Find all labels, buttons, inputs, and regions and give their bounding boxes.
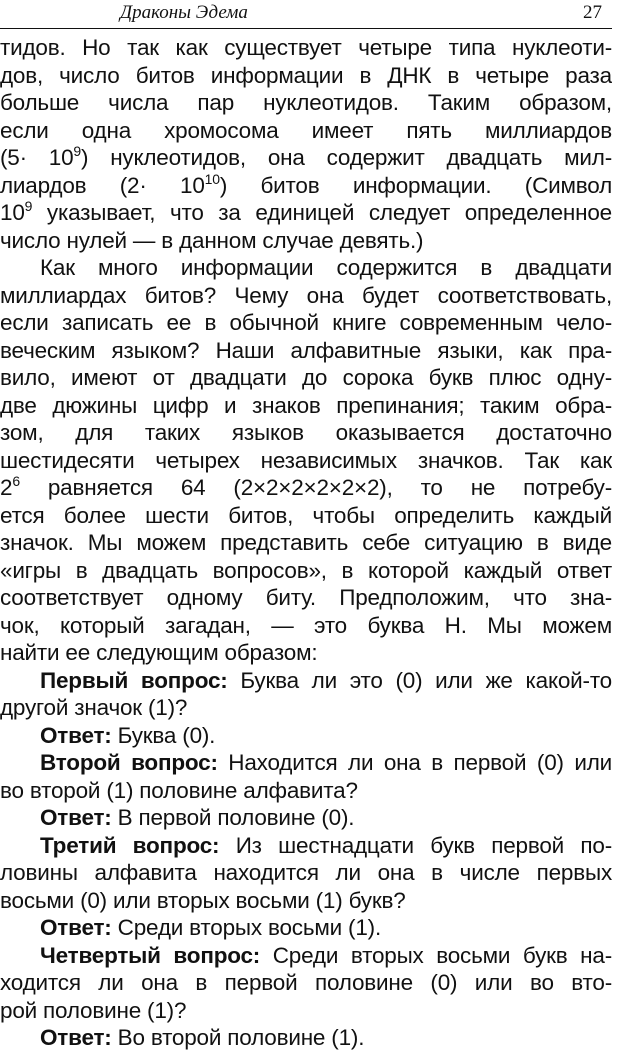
answer-2	[0, 804, 612, 832]
text-fragment: ) битов информации. (Символ	[219, 172, 612, 198]
question-text: Буква ли это (0) или же какой-то	[227, 667, 612, 693]
exponent: 10	[204, 171, 220, 187]
question-text: Находится ли она в первой (0) или	[217, 750, 612, 775]
text-line: Как много информации содержится в двадцати	[40, 255, 612, 280]
paragraph-information-bits	[0, 34, 612, 254]
text-line: ловины алфавита находится ли она в числе первых	[0, 860, 612, 885]
text-line: «игры в двадцать вопросов», в которой каждый ответ	[0, 557, 612, 583]
text-line: восьми (0) или вторых восьми (1) букв?	[0, 887, 406, 913]
text-fragment: 2	[0, 475, 13, 500]
text-line: ходится ли она в первой половине (0) или во вто-	[0, 970, 612, 995]
answer-label: Ответ:	[40, 1025, 112, 1050]
page-body	[0, 34, 612, 1052]
text-fragment: 10	[0, 200, 25, 225]
text-line: веческим языком? Наши алфавитные языки, как пра-	[0, 337, 612, 363]
text-fragment: указывает, что за единицей следует определенное	[32, 200, 612, 225]
text-line: если одна хромосома имеет пять миллиардов	[0, 117, 612, 143]
text-line: если записать ее в обычной книге современным чело-	[0, 310, 612, 335]
text-line-with-exponent	[0, 199, 612, 227]
question-3	[0, 832, 612, 860]
text-line: зом, для таких языков оказывается достаточно	[0, 420, 612, 445]
answer-text: Во второй половине (1).	[111, 1025, 365, 1050]
text-line: рой половине (1)?	[0, 997, 187, 1023]
answer-label: Ответ:	[40, 915, 112, 940]
text-line: ется более шести битов, чтобы определить каждый	[0, 502, 612, 528]
answer-label: Ответ:	[40, 805, 112, 830]
text-fragment: лиардов (2· 10	[0, 172, 205, 198]
text-line: другой значок (1)?	[0, 695, 188, 720]
text-line: две дюжины цифр и знаков препинания; таким обра-	[0, 392, 612, 418]
paragraph-twenty-questions	[0, 254, 612, 667]
text-line: тидов. Но так как существует четыре типа нуклеоти-	[0, 35, 612, 60]
text-fragment: ) нуклеотидов, она содержит двадцать мил-	[81, 145, 612, 170]
page-number: 27	[583, 2, 602, 23]
text-line: шестидесяти четырех независимых значков. Так как	[0, 447, 612, 473]
text-line: во второй (1) половине алфавита?	[0, 777, 358, 803]
answer-label: Ответ:	[40, 722, 112, 748]
answer-text: В первой половине (0).	[111, 805, 355, 830]
text-line: больше числа пар нуклеотидов. Таким образом,	[0, 90, 612, 115]
answer-text: Буква (0).	[111, 722, 216, 748]
text-line: чок, который загадан, — это буква Н. Мы можем	[0, 612, 612, 638]
answer-text: Среди вторых восьми (1).	[111, 915, 382, 940]
text-fragment: равняется 64 (2×2×2×2×2×2), то не потребу-	[19, 475, 612, 500]
exponent: 6	[12, 474, 20, 489]
text-fragment: (5· 10	[0, 145, 74, 170]
running-title: Драконы Эдема	[120, 2, 248, 23]
header-rule	[0, 28, 612, 29]
question-2	[0, 749, 612, 777]
answer-3	[0, 914, 612, 942]
text-line-with-exponent	[0, 172, 612, 200]
text-line: число нулей — в данном случае девять.)	[0, 227, 424, 253]
text-line: миллиардах битов? Чему она будет соответствовать,	[0, 282, 612, 308]
question-label: Третий вопрос:	[40, 832, 220, 858]
exponent: 9	[24, 199, 33, 214]
question-label: Второй вопрос:	[40, 750, 218, 775]
text-line: соответствует одному биту. Предположим, что зна-	[0, 585, 612, 610]
question-label: Четвертый вопрос:	[40, 942, 261, 968]
question-text: Среди вторых восьми букв на-	[260, 942, 612, 968]
text-line: дов, число битов информации в ДНК в четыре раза	[0, 62, 612, 88]
question-4	[0, 942, 612, 970]
page-header	[0, 0, 620, 34]
answer-4	[0, 1024, 612, 1052]
question-1	[0, 667, 612, 695]
question-label: Первый вопрос:	[40, 667, 228, 693]
text-line: вило, имеют от двадцати до сорока букв плюс одну-	[0, 365, 612, 390]
question-text: Из шестнадцати букв первой по-	[219, 832, 612, 858]
text-line-with-exponent	[0, 144, 612, 172]
text-line: найти ее следующим образом:	[0, 640, 318, 665]
text-line-with-exponent	[0, 474, 612, 502]
answer-1	[0, 722, 612, 750]
question-answer-list	[0, 667, 612, 1052]
exponent: 9	[73, 144, 82, 159]
text-line: значок. Мы можем представить себе ситуацию в виде	[0, 530, 612, 555]
